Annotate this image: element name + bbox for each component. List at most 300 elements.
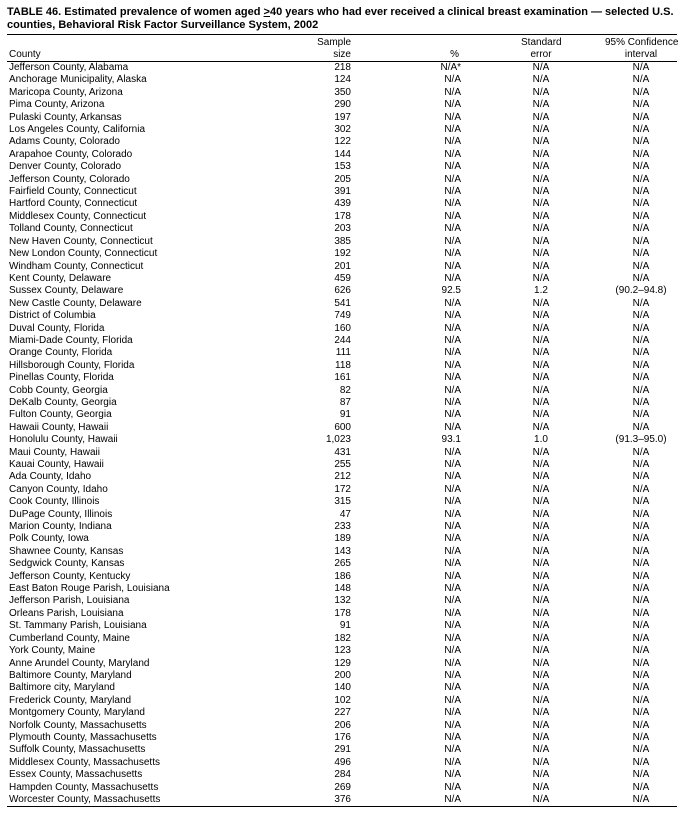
cell-sample-size: 244: [334, 334, 351, 346]
cell-percent: N/A: [444, 272, 461, 284]
cell-percent: N/A: [444, 632, 461, 644]
cell-county: Kent County, Delaware: [9, 272, 112, 284]
table-title-suffix: 40 years who had ever received a clinical breast examination — selected U.S. counties, Behavioral Risk Factor Surveillance System, 2002: [7, 6, 674, 31]
cell-sample-size: 197: [334, 111, 351, 123]
cell-sample-size: 178: [334, 210, 351, 222]
table-row: [7, 571, 677, 583]
cell-standard-error: N/A: [532, 235, 550, 247]
table-row: [7, 695, 677, 707]
cell-sample-size: 749: [334, 310, 351, 322]
cell-percent: 93.1: [441, 434, 461, 446]
cell-county: Arapahoe County, Colorado: [9, 148, 133, 160]
cell-confidence-interval: N/A: [632, 272, 650, 284]
cell-county: Maui County, Hawaii: [9, 446, 100, 458]
table-row: [7, 744, 677, 756]
table-row: [7, 136, 677, 148]
cell-confidence-interval: N/A: [632, 632, 650, 644]
cell-percent: N/A: [444, 645, 461, 657]
cell-confidence-interval: N/A: [632, 248, 650, 260]
table-row: [7, 62, 677, 75]
cell-standard-error: N/A: [532, 607, 550, 619]
cell-county: District of Columbia: [9, 310, 96, 322]
cell-county: Hartford County, Connecticut: [9, 198, 138, 210]
cell-county: St. Tammany Parish, Louisiana: [9, 620, 147, 632]
cell-standard-error: N/A: [532, 173, 550, 185]
cell-percent: N/A: [444, 756, 461, 768]
cell-sample-size: 496: [334, 756, 351, 768]
cell-standard-error: N/A: [532, 396, 550, 408]
table-row: [7, 124, 677, 136]
cell-sample-size: 459: [334, 272, 351, 284]
cell-standard-error: N/A: [532, 272, 550, 284]
cell-sample-size: 192: [334, 248, 351, 260]
cell-confidence-interval: N/A: [632, 669, 650, 681]
cell-standard-error: N/A: [532, 186, 550, 198]
cell-county: Pima County, Arizona: [9, 99, 105, 111]
cell-standard-error: N/A: [532, 297, 550, 309]
cell-percent: N/A: [444, 731, 461, 743]
cell-percent: N/A: [444, 136, 461, 148]
cell-confidence-interval: N/A: [632, 620, 650, 632]
cell-county: Anchorage Municipality, Alaska: [9, 74, 147, 86]
cell-confidence-interval: (91.3–95.0): [615, 434, 667, 446]
cell-confidence-interval: N/A: [632, 545, 650, 557]
cell-percent: N/A: [444, 595, 461, 607]
cell-sample-size: 172: [334, 483, 351, 495]
cell-standard-error: 1.0: [534, 434, 548, 446]
cell-sample-size: 132: [334, 595, 351, 607]
cell-percent: N/A: [444, 421, 461, 433]
cell-county: DeKalb County, Georgia: [9, 396, 117, 408]
table-row: [7, 261, 677, 273]
cell-confidence-interval: N/A: [632, 124, 650, 136]
cell-standard-error: N/A: [532, 731, 550, 743]
cell-sample-size: 129: [334, 657, 351, 669]
cell-county: Orange County, Florida: [9, 347, 113, 359]
cell-percent: N/A: [444, 173, 461, 185]
cell-confidence-interval: N/A: [632, 148, 650, 160]
table-row: [7, 149, 677, 161]
cell-standard-error: N/A: [532, 471, 550, 483]
cell-standard-error: N/A: [532, 421, 550, 433]
cell-sample-size: 315: [334, 496, 351, 508]
cell-standard-error: N/A: [532, 310, 550, 322]
cell-sample-size: 123: [334, 645, 351, 657]
cell-county: Hampden County, Massachusetts: [9, 781, 159, 793]
cell-sample-size: 350: [334, 86, 351, 98]
cell-confidence-interval: N/A: [632, 657, 650, 669]
column-header-standard-error: [469, 35, 561, 62]
cell-standard-error: N/A: [532, 459, 550, 470]
table-row: [7, 769, 677, 781]
cell-percent: N/A: [444, 558, 461, 570]
table-row: [7, 186, 677, 198]
cell-percent: N/A: [444, 769, 461, 781]
cell-confidence-interval: N/A: [632, 793, 650, 805]
cell-confidence-interval: N/A: [632, 136, 650, 148]
table-row: [7, 211, 677, 223]
table-row: [7, 223, 677, 235]
cell-standard-error: N/A: [532, 372, 550, 384]
table-row: [7, 112, 677, 124]
cell-confidence-interval: N/A: [632, 595, 650, 607]
cell-sample-size: 302: [334, 124, 351, 136]
cell-sample-size: 284: [334, 769, 351, 781]
cell-percent: N/A: [444, 781, 461, 793]
cell-percent: N/A: [444, 471, 461, 483]
cell-percent: N/A: [444, 483, 461, 495]
cell-sample-size: 205: [334, 173, 351, 185]
table-row: [7, 87, 677, 99]
table-row: [7, 285, 677, 297]
header-se-line1: Standard: [521, 37, 562, 48]
table-row: [7, 198, 677, 210]
cell-confidence-interval: N/A: [632, 496, 650, 508]
cell-sample-size: 233: [334, 521, 351, 533]
cell-percent: N/A: [444, 161, 461, 173]
table-row: [7, 707, 677, 719]
cell-sample-size: 102: [334, 694, 351, 706]
cell-confidence-interval: N/A: [632, 173, 650, 185]
cell-county: Plymouth County, Massachusetts: [9, 731, 157, 743]
cell-percent: N/A: [444, 446, 461, 458]
table-row: [7, 434, 677, 446]
cell-percent: N/A: [444, 334, 461, 346]
table-row: [7, 670, 677, 682]
cell-county: Essex County, Massachusetts: [9, 769, 143, 781]
cell-county: East Baton Rouge Parish, Louisiana: [9, 583, 170, 595]
table-row: [7, 533, 677, 545]
cell-county: Shawnee County, Kansas: [9, 545, 124, 557]
cell-sample-size: 122: [334, 136, 351, 148]
cell-confidence-interval: N/A: [632, 297, 650, 309]
cell-standard-error: N/A: [532, 496, 550, 508]
column-header-confidence-interval: [561, 35, 677, 62]
table-row: [7, 323, 677, 335]
cell-confidence-interval: N/A: [632, 372, 650, 384]
cell-sample-size: 269: [334, 781, 351, 793]
table-row: [7, 658, 677, 670]
cell-confidence-interval: N/A: [632, 781, 650, 793]
cell-standard-error: N/A: [532, 769, 550, 781]
cell-sample-size: 203: [334, 223, 351, 235]
cell-percent: N/A: [444, 372, 461, 384]
cell-confidence-interval: N/A: [632, 161, 650, 173]
cell-county: Hawaii County, Hawaii: [9, 421, 109, 433]
cell-county: Montgomery County, Maryland: [9, 707, 145, 719]
table-row: [7, 459, 677, 471]
table-row: [7, 645, 677, 657]
cell-percent: N/A: [444, 347, 461, 359]
table-row: [7, 720, 677, 732]
cell-percent: N/A: [444, 409, 461, 421]
cell-percent: N/A: [444, 682, 461, 694]
cell-sample-size: 291: [334, 744, 351, 756]
cell-county: Canyon County, Idaho: [9, 483, 108, 495]
column-header-county: [7, 35, 247, 62]
cell-confidence-interval: N/A: [632, 421, 650, 433]
cell-sample-size: 186: [334, 570, 351, 582]
cell-sample-size: 91: [339, 409, 351, 421]
cell-confidence-interval: N/A: [632, 607, 650, 619]
cell-county: Miami-Dade County, Florida: [9, 334, 133, 346]
cell-county: Duval County, Florida: [9, 322, 105, 334]
table-row: [7, 248, 677, 260]
cell-standard-error: N/A: [532, 62, 550, 73]
cell-sample-size: 431: [334, 446, 351, 458]
cell-standard-error: N/A: [532, 682, 550, 694]
cell-confidence-interval: N/A: [632, 384, 650, 396]
cell-standard-error: N/A: [532, 111, 550, 123]
cell-sample-size: 255: [334, 459, 351, 470]
cell-sample-size: 161: [334, 372, 351, 384]
cell-percent: N/A: [444, 694, 461, 706]
table-title-prefix: TABLE 46. Estimated prevalence of women aged: [7, 6, 264, 18]
cell-sample-size: 176: [334, 731, 351, 743]
cell-confidence-interval: N/A: [632, 74, 650, 86]
cell-percent: N/A: [444, 459, 461, 470]
cell-standard-error: N/A: [532, 558, 550, 570]
cell-confidence-interval: N/A: [632, 111, 650, 123]
table-body: [7, 62, 677, 807]
cell-percent: N/A: [444, 607, 461, 619]
cell-county: York County, Maine: [9, 645, 96, 657]
table-row: [7, 484, 677, 496]
cell-county: New Castle County, Delaware: [9, 297, 142, 309]
cell-standard-error: N/A: [532, 334, 550, 346]
cell-county: Fulton County, Georgia: [9, 409, 112, 421]
cell-standard-error: N/A: [532, 570, 550, 582]
cell-confidence-interval: N/A: [632, 260, 650, 272]
cell-confidence-interval: N/A: [632, 223, 650, 235]
table-row: [7, 521, 677, 533]
cell-percent: N/A: [444, 521, 461, 533]
table-row: [7, 471, 677, 483]
cell-confidence-interval: N/A: [632, 471, 650, 483]
cell-county: New Haven County, Connecticut: [9, 235, 153, 247]
cell-confidence-interval: N/A: [632, 682, 650, 694]
cell-standard-error: N/A: [532, 359, 550, 371]
cell-county: Frederick County, Maryland: [9, 694, 132, 706]
cell-standard-error: N/A: [532, 210, 550, 222]
cell-county: Cobb County, Georgia: [9, 384, 108, 396]
cell-standard-error: N/A: [532, 124, 550, 136]
table-row: [7, 99, 677, 111]
cell-confidence-interval: N/A: [632, 235, 650, 247]
cell-standard-error: N/A: [532, 322, 550, 334]
table-row: [7, 620, 677, 632]
cell-percent: N/A: [444, 570, 461, 582]
cell-county: Fairfield County, Connecticut: [9, 186, 137, 198]
cell-sample-size: 541: [334, 297, 351, 309]
cell-confidence-interval: N/A: [632, 719, 650, 731]
cell-sample-size: 600: [334, 421, 351, 433]
cell-percent: N/A: [444, 545, 461, 557]
cell-standard-error: N/A: [532, 669, 550, 681]
table-row: [7, 385, 677, 397]
cell-county: Jefferson Parish, Louisiana: [9, 595, 130, 607]
cell-sample-size: 182: [334, 632, 351, 644]
cell-percent: N/A: [444, 148, 461, 160]
cell-sample-size: 153: [334, 161, 351, 173]
cell-county: Middlesex County, Connecticut: [9, 210, 147, 222]
table-row: [7, 782, 677, 794]
cell-percent: N/A*: [440, 62, 461, 73]
cell-county: Cook County, Illinois: [9, 496, 100, 508]
table-row: [7, 397, 677, 409]
cell-percent: N/A: [444, 793, 461, 805]
cell-percent: N/A: [444, 124, 461, 136]
cell-percent: N/A: [444, 384, 461, 396]
cell-standard-error: N/A: [532, 645, 550, 657]
cell-standard-error: N/A: [532, 508, 550, 520]
cell-sample-size: 124: [334, 74, 351, 86]
cell-county: Los Angeles County, California: [9, 124, 146, 136]
header-sample-line2: size: [333, 48, 351, 60]
cell-standard-error: N/A: [532, 793, 550, 805]
cell-confidence-interval: N/A: [632, 62, 650, 73]
cell-confidence-interval: N/A: [632, 731, 650, 743]
table-row: [7, 161, 677, 173]
table-row: [7, 496, 677, 508]
cell-percent: N/A: [444, 583, 461, 595]
cell-standard-error: N/A: [532, 632, 550, 644]
cell-county: Norfolk County, Massachusetts: [9, 719, 147, 731]
cell-standard-error: N/A: [532, 756, 550, 768]
cell-county: Pinellas County, Florida: [9, 372, 114, 384]
table-row: [7, 372, 677, 384]
cell-standard-error: N/A: [532, 595, 550, 607]
cell-sample-size: 227: [334, 707, 351, 719]
cell-sample-size: 218: [334, 62, 351, 73]
cell-county: Cumberland County, Maine: [9, 632, 130, 644]
cell-county: Anne Arundel County, Maryland: [9, 657, 150, 669]
cell-county: Sussex County, Delaware: [9, 285, 124, 297]
cell-sample-size: 47: [339, 508, 351, 520]
cell-county: Worcester County, Massachusetts: [9, 793, 161, 805]
table-row: [7, 732, 677, 744]
cell-county: Maricopa County, Arizona: [9, 86, 123, 98]
cell-confidence-interval: N/A: [632, 570, 650, 582]
table-row: [7, 608, 677, 620]
cell-percent: N/A: [444, 359, 461, 371]
cell-confidence-interval: N/A: [632, 99, 650, 111]
table-row: [7, 546, 677, 558]
cell-standard-error: N/A: [532, 99, 550, 111]
cell-standard-error: N/A: [532, 223, 550, 235]
cell-county: Kauai County, Hawaii: [9, 459, 104, 470]
cell-percent: N/A: [444, 111, 461, 123]
column-header-percent: [357, 35, 469, 62]
cell-confidence-interval: N/A: [632, 769, 650, 781]
cell-standard-error: N/A: [532, 74, 550, 86]
cell-sample-size: 385: [334, 235, 351, 247]
cell-county: Adams County, Colorado: [9, 136, 120, 148]
table-row: [7, 360, 677, 372]
cell-confidence-interval: N/A: [632, 694, 650, 706]
cell-standard-error: N/A: [532, 694, 550, 706]
cell-county: Baltimore city, Maryland: [9, 682, 115, 694]
column-header-sample-size: [247, 35, 357, 62]
cell-sample-size: 91: [339, 620, 351, 632]
cell-sample-size: 111: [335, 347, 351, 359]
table-row: [7, 422, 677, 434]
header-sample-line1: Sample: [317, 37, 351, 48]
cell-sample-size: 118: [335, 359, 351, 371]
cell-confidence-interval: N/A: [632, 409, 650, 421]
header-row: [7, 35, 677, 62]
table-header: [7, 35, 677, 62]
cell-percent: N/A: [444, 198, 461, 210]
greater-equal-symbol: >: [263, 6, 270, 18]
cell-standard-error: N/A: [532, 521, 550, 533]
cell-percent: N/A: [444, 86, 461, 98]
cell-confidence-interval: N/A: [632, 483, 650, 495]
table-row: [7, 633, 677, 645]
cell-standard-error: N/A: [532, 446, 550, 458]
cell-percent: N/A: [444, 620, 461, 632]
table-row: [7, 794, 677, 807]
cell-percent: N/A: [444, 248, 461, 260]
cell-county: Windham County, Connecticut: [9, 260, 144, 272]
cell-county: DuPage County, Illinois: [9, 508, 113, 520]
cell-percent: N/A: [444, 533, 461, 545]
cell-percent: N/A: [444, 186, 461, 198]
cell-percent: N/A: [444, 719, 461, 731]
table-row: [7, 347, 677, 359]
cell-confidence-interval: N/A: [632, 645, 650, 657]
cell-standard-error: N/A: [532, 533, 550, 545]
header-ci-line2: interval: [624, 48, 658, 60]
cell-percent: N/A: [444, 322, 461, 334]
table-row: [7, 595, 677, 607]
table-title: [7, 6, 677, 32]
cell-percent: N/A: [444, 235, 461, 247]
cell-percent: N/A: [444, 210, 461, 222]
cell-standard-error: N/A: [532, 260, 550, 272]
cell-confidence-interval: N/A: [632, 210, 650, 222]
cell-county: Tolland County, Connecticut: [9, 223, 133, 235]
cell-percent: N/A: [444, 508, 461, 520]
cell-percent: N/A: [444, 669, 461, 681]
prevalence-table: [7, 34, 677, 807]
cell-county: Jefferson County, Alabama: [9, 62, 129, 73]
table-row: [7, 757, 677, 769]
cell-sample-size: 82: [339, 384, 351, 396]
cell-county: Marion County, Indiana: [9, 521, 112, 533]
table-row: [7, 509, 677, 521]
table-row: [7, 682, 677, 694]
cell-confidence-interval: N/A: [632, 359, 650, 371]
cell-county: Suffolk County, Massachusetts: [9, 744, 146, 756]
cell-standard-error: N/A: [532, 483, 550, 495]
cell-confidence-interval: N/A: [632, 198, 650, 210]
table-row: [7, 174, 677, 186]
cell-county: Ada County, Idaho: [9, 471, 92, 483]
cell-confidence-interval: N/A: [632, 347, 650, 359]
cell-county: Jefferson County, Kentucky: [9, 570, 131, 582]
table-row: [7, 310, 677, 322]
cell-county: Baltimore County, Maryland: [9, 669, 132, 681]
cell-confidence-interval: N/A: [632, 508, 650, 520]
cell-percent: N/A: [444, 310, 461, 322]
table-row: [7, 558, 677, 570]
cell-sample-size: 148: [334, 583, 351, 595]
cell-county: Middlesex County, Massachusetts: [9, 756, 160, 768]
cell-confidence-interval: N/A: [632, 446, 650, 458]
cell-sample-size: 201: [334, 260, 351, 272]
cell-county: Jefferson County, Colorado: [9, 173, 130, 185]
